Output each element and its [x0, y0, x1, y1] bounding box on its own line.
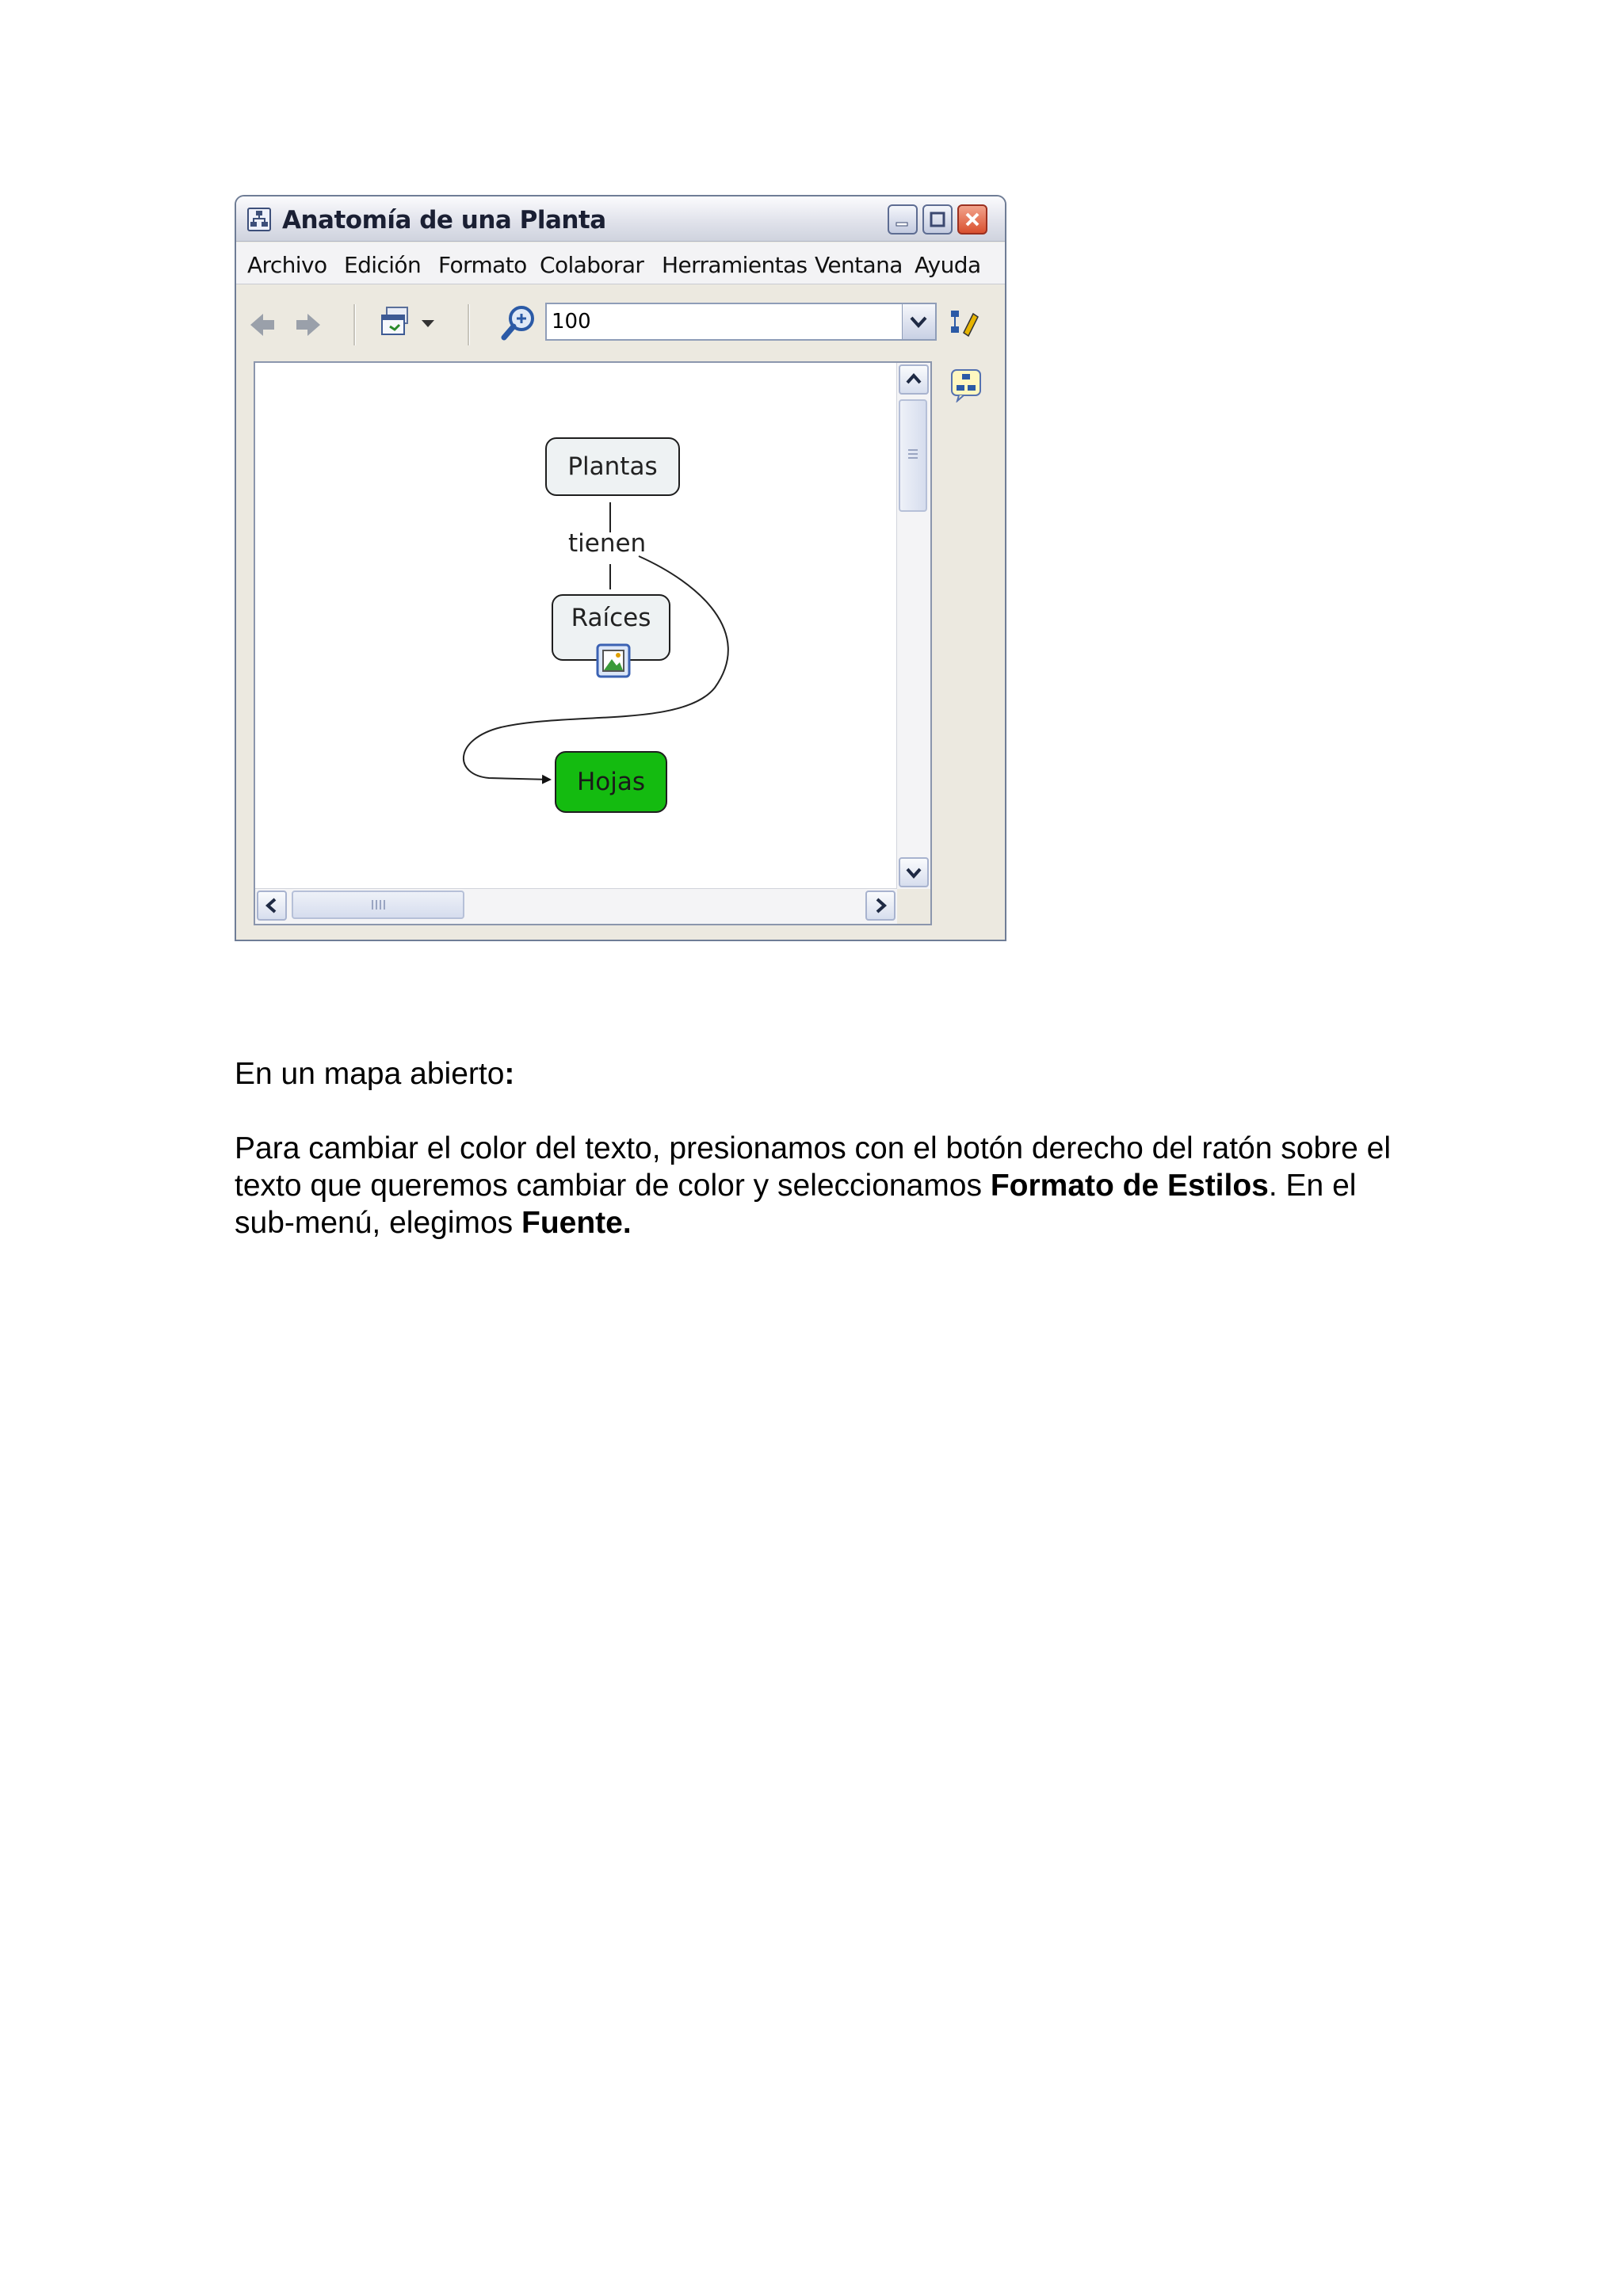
horizontal-scroll-thumb[interactable]: [292, 891, 464, 919]
menu-ayuda[interactable]: Ayuda: [915, 252, 981, 278]
menu-formato[interactable]: Formato: [438, 252, 527, 278]
menu-archivo[interactable]: Archivo: [247, 252, 327, 278]
intro-text: En un mapa abierto: [235, 1057, 505, 1091]
cmap-window: [235, 195, 1006, 941]
menu-edicion[interactable]: Edición: [344, 252, 422, 278]
scroll-right-button[interactable]: [865, 891, 896, 921]
back-arrow-icon[interactable]: [247, 309, 279, 341]
scroll-corner: [897, 889, 930, 924]
edit-map-icon[interactable]: [946, 306, 981, 341]
scroll-left-button[interactable]: [257, 891, 287, 921]
horizontal-scrollbar[interactable]: [255, 888, 897, 924]
view-window-icon[interactable]: [379, 304, 415, 342]
concept-node-hojas[interactable]: Hojas: [555, 751, 667, 813]
menu-bar: [236, 242, 1005, 284]
minimize-button[interactable]: [888, 204, 918, 235]
chevron-down-icon[interactable]: [420, 318, 436, 330]
link-label-tienen[interactable]: tienen: [568, 529, 647, 558]
vertical-scrollbar[interactable]: [896, 363, 930, 889]
menu-ventana[interactable]: Ventana: [815, 252, 903, 278]
cmap-app-icon: [247, 208, 271, 231]
instruction-bold-formato: Formato de Estilos: [990, 1169, 1269, 1203]
forward-arrow-icon[interactable]: [292, 309, 323, 341]
concept-node-plantas[interactable]: Plantas: [545, 437, 680, 496]
close-button[interactable]: [957, 204, 987, 235]
zoom-magnifier-icon[interactable]: [501, 303, 539, 344]
toolbar-separator: [468, 304, 470, 345]
toolbar-separator: [353, 304, 356, 345]
scroll-up-button[interactable]: [899, 364, 929, 395]
zoom-input[interactable]: [545, 303, 937, 341]
menu-colaborar[interactable]: Colaborar: [540, 252, 644, 278]
instruction-bold-fuente: Fuente.: [521, 1206, 632, 1240]
intro-paragraph: [235, 1055, 514, 1093]
concept-node-raices-label: Raíces: [571, 604, 651, 632]
collaboration-icon[interactable]: [949, 368, 983, 402]
image-resource-icon[interactable]: [596, 643, 631, 678]
instruction-paragraph: [235, 1130, 1392, 1241]
intro-colon: :: [504, 1057, 515, 1091]
toolbar: [236, 285, 1005, 363]
vertical-scroll-thumb[interactable]: [899, 399, 927, 512]
zoom-value: 100: [552, 310, 591, 334]
menu-herramientas[interactable]: Herramientas: [662, 252, 808, 278]
maximize-button[interactable]: [922, 204, 953, 235]
map-canvas[interactable]: [254, 361, 932, 925]
instruction-text-2: . En el sub-menú, elegimos: [235, 1169, 1357, 1240]
scroll-down-button[interactable]: [899, 857, 929, 887]
window-title: Anatomía de una Planta: [282, 206, 606, 235]
zoom-dropdown-button[interactable]: [902, 304, 935, 339]
title-bar: [236, 196, 1005, 242]
instruction-text-1: Para cambiar el color del texto, presionamos con el botón derecho del ratón sobre el texto que queremos cambiar de color y seleccionamos: [235, 1131, 1391, 1203]
